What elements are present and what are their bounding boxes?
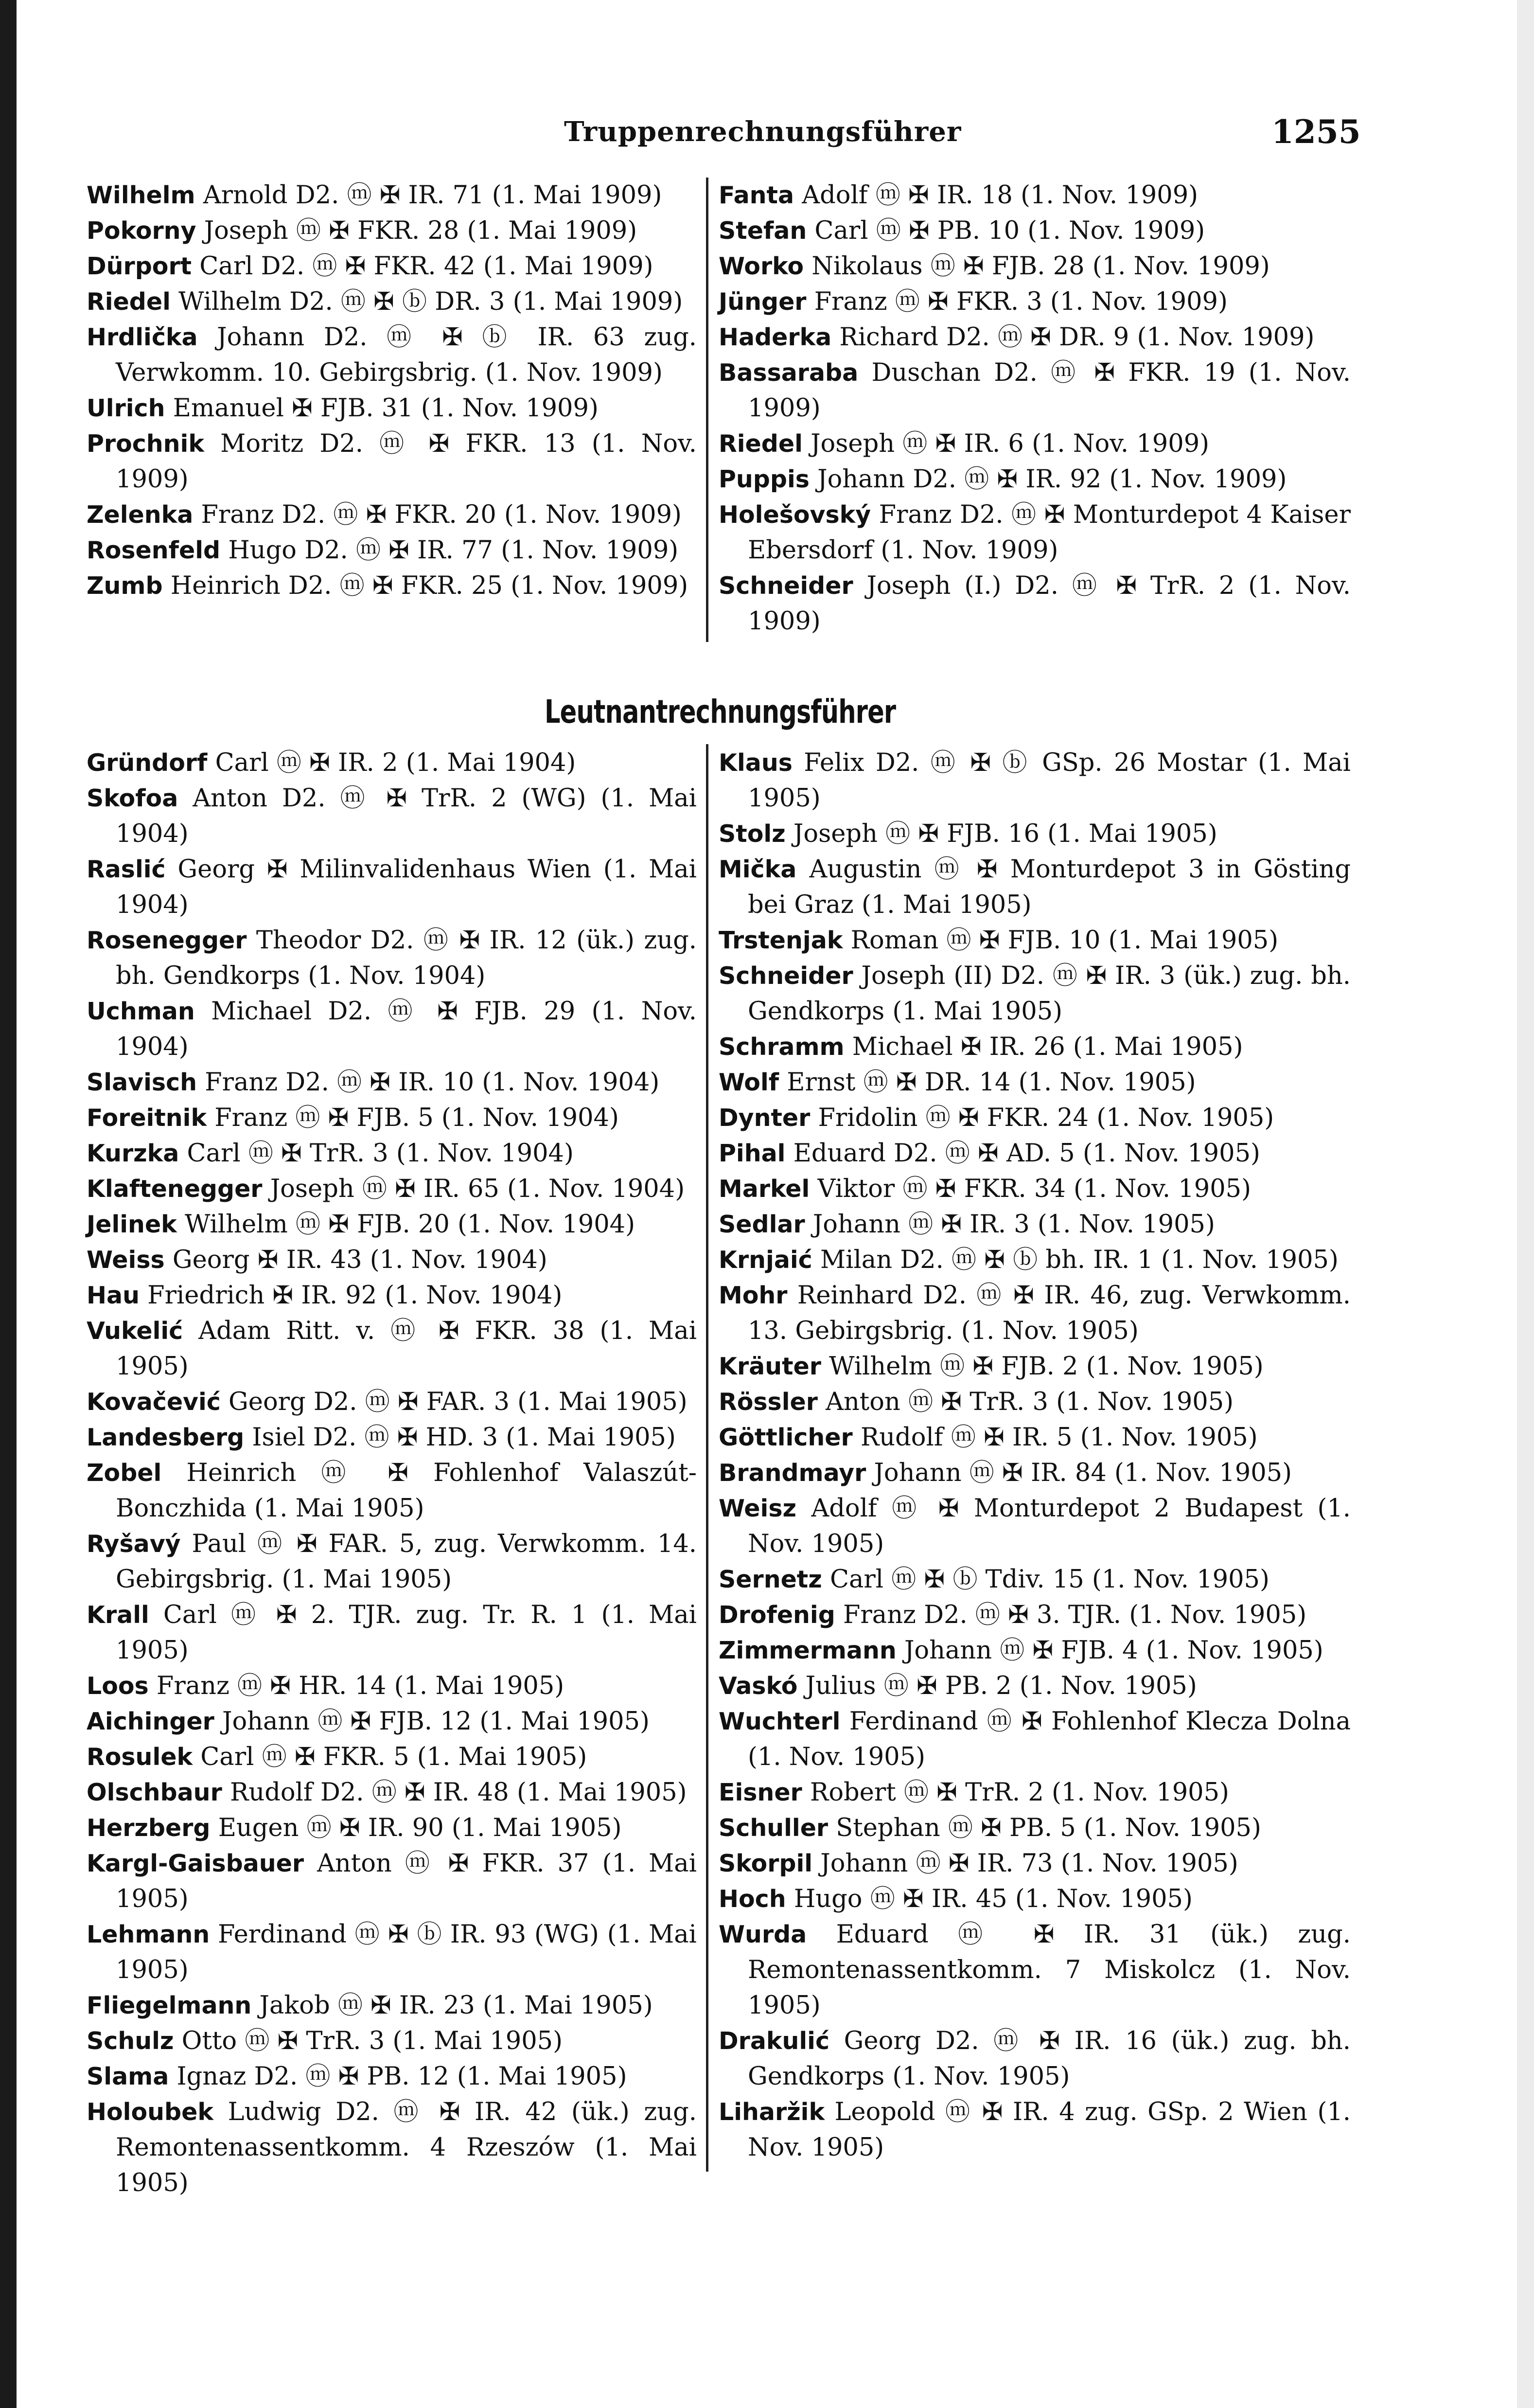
entry-details: Carl ⓜ ✠ FKR. 5 (1. Mai 1905) xyxy=(193,1743,587,1771)
entry-details: Joseph ⓜ ✠ FKR. 28 (1. Mai 1909) xyxy=(196,216,637,245)
entry-details: Hugo D2. ⓜ ✠ IR. 77 (1. Nov. 1909) xyxy=(220,536,679,565)
entry-details: Georg D2. ⓜ ✠ FAR. 3 (1. Mai 1905) xyxy=(220,1388,688,1416)
entry-details: Carl ⓜ ✠ 2. TJR. zug. Tr. R. 1 (1. Mai 1905) xyxy=(116,1601,697,1665)
entry-details: Carl ⓜ ✠ PB. 10 (1. Nov. 1909) xyxy=(807,216,1205,245)
entry-surname: Rosenfeld xyxy=(87,536,221,564)
entry-surname: Kurzka xyxy=(87,1140,179,1167)
entry-surname: Eisner xyxy=(719,1779,802,1806)
entry-details: Friedrich ✠ IR. 92 (1. Nov. 1904) xyxy=(139,1281,563,1310)
roster-entry xyxy=(719,426,1351,462)
entry-details: Wilhelm ⓜ ✠ FJB. 20 (1. Nov. 1904) xyxy=(176,1210,635,1239)
entry-details: Franz ⓜ ✠ FJB. 5 (1. Nov. 1904) xyxy=(207,1104,619,1132)
entry-surname: Kargl-Gaisbauer xyxy=(87,1850,304,1877)
roster-entry xyxy=(87,923,697,994)
entry-details: Johann ⓜ ✠ FJB. 12 (1. Mai 1905) xyxy=(214,1707,650,1736)
roster-entry xyxy=(87,1775,697,1810)
entry-details: Ernst ⓜ ✠ DR. 14 (1. Nov. 1905) xyxy=(779,1068,1196,1097)
roster-entry xyxy=(87,2059,697,2094)
entry-details: Wilhelm ⓜ ✠ FJB. 2 (1. Nov. 1905) xyxy=(821,1352,1264,1381)
entry-details: Emanuel ✠ FJB. 31 (1. Nov. 1909) xyxy=(165,394,599,423)
entry-surname: Holešovský xyxy=(719,501,871,529)
entry-details: Joseph ⓜ ✠ FJB. 16 (1. Mai 1905) xyxy=(785,820,1217,848)
entry-details: Johann ⓜ ✠ IR. 3 (1. Nov. 1905) xyxy=(805,1210,1215,1239)
entry-details: Richard D2. ⓜ ✠ DR. 9 (1. Nov. 1909) xyxy=(831,323,1315,352)
entry-details: Rudolf ⓜ ✠ IR. 5 (1. Nov. 1905) xyxy=(852,1423,1258,1452)
roster-entry xyxy=(719,1810,1351,1846)
entry-surname: Krnjaić xyxy=(719,1246,812,1274)
entry-surname: Trstenjak xyxy=(719,927,843,954)
roster-entry xyxy=(87,1100,697,1136)
running-header: Truppenrechnungsführer xyxy=(564,116,962,148)
entry-surname: Göttlicher xyxy=(719,1424,853,1451)
roster-entry xyxy=(719,852,1351,923)
entry-details: Eduard D2. ⓜ ✠ AD. 5 (1. Nov. 1905) xyxy=(785,1139,1260,1168)
roster-entry xyxy=(87,426,697,497)
roster-entry xyxy=(87,1420,697,1455)
roster-entry xyxy=(87,178,697,213)
entry-details: Joseph (I.) D2. ⓜ ✠ TrR. 2 (1. Nov. 1909) xyxy=(748,571,1351,636)
entry-surname: Drofenig xyxy=(719,1601,835,1629)
entry-details: Carl ⓜ ✠ TrR. 3 (1. Nov. 1904) xyxy=(179,1139,574,1168)
column-divider xyxy=(706,744,708,2172)
entry-details: Michael D2. ⓜ ✠ FJB. 29 (1. Nov. 1904) xyxy=(116,997,697,1061)
entry-details: Otto ⓜ ✠ TrR. 3 (1. Mai 1905) xyxy=(174,2027,563,2055)
entry-surname: Hau xyxy=(87,1282,140,1309)
roster-entry xyxy=(719,958,1351,1029)
roster-entry xyxy=(719,1491,1351,1562)
entry-surname: Herzberg xyxy=(87,1814,211,1842)
roster-entry xyxy=(87,391,697,426)
roster-entry xyxy=(719,1704,1351,1775)
entry-details: Milan D2. ⓜ ✠ ⓑ bh. IR. 1 (1. Nov. 1905) xyxy=(812,1246,1339,1274)
entry-surname: Aichinger xyxy=(87,1708,214,1735)
entry-surname: Brandmayr xyxy=(719,1459,866,1487)
entry-surname: Kräuter xyxy=(719,1353,821,1380)
entry-details: Georg ✠ IR. 43 (1. Nov. 1904) xyxy=(164,1246,547,1274)
roster-entry xyxy=(719,1349,1351,1384)
entry-surname: Ryšavý xyxy=(87,1530,181,1558)
entry-details: Leopold ⓜ ✠ IR. 4 zug. GSp. 2 Wien (1. Nov. 1905) xyxy=(748,2098,1351,2162)
entry-surname: Riedel xyxy=(719,430,803,458)
section1-right-column xyxy=(719,178,1351,639)
roster-entry xyxy=(87,1207,697,1242)
scan-edge-left xyxy=(0,0,17,2408)
entry-surname: Krall xyxy=(87,1601,149,1629)
entry-surname: Olschbaur xyxy=(87,1779,222,1806)
entry-surname: Worko xyxy=(719,252,804,280)
entry-details: Paul ⓜ ✠ FAR. 5, zug. Verwkomm. 14. Gebirgsbrig. (1. Mai 1905) xyxy=(116,1530,697,1594)
entry-details: Reinhard D2. ⓜ ✠ IR. 46, zug. Verwkomm. 13. Gebirgsbrig. (1. Nov. 1905) xyxy=(748,1281,1351,1345)
entry-surname: Wuchterl xyxy=(719,1708,841,1735)
entry-details: Hugo ⓜ ✠ IR. 45 (1. Nov. 1905) xyxy=(786,1885,1193,1913)
entry-details: Franz ⓜ ✠ HR. 14 (1. Mai 1905) xyxy=(148,1672,564,1700)
entry-details: Adolf ⓜ ✠ IR. 18 (1. Nov. 1909) xyxy=(794,181,1199,210)
entry-surname: Zumb xyxy=(87,572,163,600)
roster-entry xyxy=(719,816,1351,852)
entry-details: Eugen ⓜ ✠ IR. 90 (1. Mai 1905) xyxy=(210,1814,622,1842)
entry-details: Augustin ⓜ ✠ Monturdepot 3 in Gösting bei Graz (1. Mai 1905) xyxy=(748,855,1351,919)
roster-entry xyxy=(87,1739,697,1775)
entry-surname: Hoch xyxy=(719,1885,786,1913)
roster-entry xyxy=(719,1775,1351,1810)
roster-entry xyxy=(87,1384,697,1420)
entry-details: Stephan ⓜ ✠ PB. 5 (1. Nov. 1905) xyxy=(828,1814,1261,1842)
entry-surname: Bassaraba xyxy=(719,359,859,387)
entry-details: Rudolf D2. ⓜ ✠ IR. 48 (1. Mai 1905) xyxy=(222,1778,687,1807)
entry-surname: Slavisch xyxy=(87,1069,197,1096)
roster-entry xyxy=(719,320,1351,355)
entry-details: Joseph (II) D2. ⓜ ✠ IR. 3 (ük.) zug. bh. Gendkorps (1. Mai 1905) xyxy=(748,962,1351,1026)
entry-details: Michael ✠ IR. 26 (1. Mai 1905) xyxy=(844,1033,1243,1061)
entry-surname: Zelenka xyxy=(87,501,194,529)
roster-entry xyxy=(719,2094,1351,2165)
entry-surname: Holoubek xyxy=(87,2098,213,2126)
entry-surname: Weisz xyxy=(719,1495,797,1522)
entry-surname: Wilhelm xyxy=(87,181,195,209)
roster-entry xyxy=(87,249,697,284)
entry-details: Franz D2. ⓜ ✠ 3. TJR. (1. Nov. 1905) xyxy=(835,1601,1307,1629)
roster-entry xyxy=(87,1136,697,1171)
entry-surname: Slama xyxy=(87,2063,169,2090)
roster-entry xyxy=(719,355,1351,426)
entry-surname: Loos xyxy=(87,1672,149,1700)
entry-details: Johann ⓜ ✠ IR. 73 (1. Nov. 1905) xyxy=(812,1849,1238,1878)
roster-entry xyxy=(719,2023,1351,2094)
entry-details: Theodor D2. ⓜ ✠ IR. 12 (ük.) zug. bh. Gendkorps (1. Nov. 1904) xyxy=(116,926,697,990)
roster-entry xyxy=(87,1278,697,1313)
entry-details: Arnold D2. ⓜ ✠ IR. 71 (1. Mai 1909) xyxy=(195,181,662,210)
roster-entry xyxy=(719,1100,1351,1136)
entry-details: Joseph ⓜ ✠ IR. 6 (1. Nov. 1909) xyxy=(802,429,1210,458)
entry-surname: Skofoa xyxy=(87,785,178,812)
roster-entry xyxy=(87,1704,697,1739)
entry-details: Julius ⓜ ✠ PB. 2 (1. Nov. 1905) xyxy=(797,1672,1197,1700)
roster-entry xyxy=(87,1846,697,1917)
entry-surname: Rosulek xyxy=(87,1743,193,1771)
roster-entry xyxy=(87,1526,697,1597)
section-title: Leutnantrechnungsführer xyxy=(545,693,896,731)
entry-surname: Dynter xyxy=(719,1104,811,1132)
roster-entry xyxy=(719,249,1351,284)
entry-details: Franz D2. ⓜ ✠ FKR. 20 (1. Nov. 1909) xyxy=(193,500,682,529)
entry-surname: Jelinek xyxy=(87,1211,177,1238)
entry-details: Heinrich ⓜ ✠ Fohlenhof Valaszút-Bonczhida (1. Mai 1905) xyxy=(116,1459,697,1523)
roster-entry xyxy=(719,923,1351,958)
roster-entry xyxy=(87,497,697,533)
roster-entry xyxy=(87,1988,697,2023)
roster-entry xyxy=(719,1207,1351,1242)
entry-details: Robert ⓜ ✠ TrR. 2 (1. Nov. 1905) xyxy=(802,1778,1229,1807)
roster-entry xyxy=(87,1597,697,1668)
roster-entry xyxy=(719,497,1351,568)
entry-surname: Rosenegger xyxy=(87,927,247,954)
entry-surname: Haderka xyxy=(719,323,832,351)
entry-details: Ignaz D2. ⓜ ✠ PB. 12 (1. Mai 1905) xyxy=(169,2062,627,2091)
entry-surname: Klaus xyxy=(719,749,793,777)
roster-entry xyxy=(719,1846,1351,1881)
entry-details: Johann D2. ⓜ ✠ ⓑ IR. 63 zug. Verwkomm. 10. Gebirgsbrig. (1. Nov. 1909) xyxy=(116,323,697,387)
roster-entry xyxy=(719,1384,1351,1420)
entry-details: Anton D2. ⓜ ✠ TrR. 2 (WG) (1. Mai 1904) xyxy=(116,784,697,848)
entry-surname: Schneider xyxy=(719,572,853,600)
entry-surname: Jünger xyxy=(719,288,807,316)
entry-details: Franz D2. ⓜ ✠ IR. 10 (1. Nov. 1904) xyxy=(196,1068,660,1097)
roster-entry xyxy=(87,568,697,604)
entry-surname: Sernetz xyxy=(719,1566,822,1593)
entry-details: Viktor ⓜ ✠ FKR. 34 (1. Nov. 1905) xyxy=(810,1175,1251,1203)
roster-entry xyxy=(719,1917,1351,2023)
section1-left-column xyxy=(87,178,697,604)
entry-details: Nikolaus ⓜ ✠ FJB. 28 (1. Nov. 1909) xyxy=(804,252,1270,281)
roster-entry xyxy=(719,1278,1351,1349)
entry-surname: Klaftenegger xyxy=(87,1175,263,1203)
scan-edge-right xyxy=(1517,0,1534,2408)
entry-surname: Schneider xyxy=(719,962,853,990)
entry-surname: Schuller xyxy=(719,1814,829,1842)
entry-surname: Raslić xyxy=(87,856,166,883)
entry-details: Isiel D2. ⓜ ✠ HD. 3 (1. Mai 1905) xyxy=(244,1423,676,1452)
entry-surname: Weiss xyxy=(87,1246,165,1274)
roster-entry xyxy=(87,1917,697,1988)
entry-surname: Schulz xyxy=(87,2027,174,2055)
entry-surname: Schramm xyxy=(719,1033,845,1061)
entry-details: Moritz D2. ⓜ ✠ FKR. 13 (1. Nov. 1909) xyxy=(116,429,697,494)
entry-details: Anton ⓜ ✠ FKR. 37 (1. Mai 1905) xyxy=(116,1849,697,1913)
roster-entry xyxy=(719,462,1351,497)
roster-entry xyxy=(719,1171,1351,1207)
entry-details: Johann ⓜ ✠ FJB. 4 (1. Nov. 1905) xyxy=(896,1636,1323,1665)
roster-entry xyxy=(719,1668,1351,1704)
entry-details: Carl ⓜ ✠ ⓑ Tdiv. 15 (1. Nov. 1905) xyxy=(822,1565,1270,1594)
roster-entry xyxy=(87,213,697,249)
entry-surname: Kovačević xyxy=(87,1388,221,1416)
entry-details: Carl D2. ⓜ ✠ FKR. 42 (1. Mai 1909) xyxy=(192,252,653,281)
roster-entry xyxy=(87,745,697,781)
entry-surname: Liharžik xyxy=(719,2098,825,2126)
entry-surname: Fanta xyxy=(719,181,794,209)
entry-surname: Wurda xyxy=(719,1921,807,1948)
entry-surname: Wolf xyxy=(719,1069,779,1096)
entry-details: Ludwig D2. ⓜ ✠ IR. 42 (ük.) zug. Remontenassentkomm. 4 Rzeszów (1. Mai 1905) xyxy=(116,2098,697,2197)
entry-details: Ferdinand ⓜ ✠ Fohlenhof Klecza Dolna (1. Nov. 1905) xyxy=(748,1707,1351,1771)
entry-details: Georg D2. ⓜ ✠ IR. 16 (ük.) zug. bh. Gendkorps (1. Nov. 1905) xyxy=(748,2027,1351,2091)
entry-surname: Riedel xyxy=(87,288,171,316)
roster-entry xyxy=(719,178,1351,213)
roster-entry xyxy=(87,1065,697,1100)
entry-surname: Prochnik xyxy=(87,430,204,458)
entry-details: Johann D2. ⓜ ✠ IR. 92 (1. Nov. 1909) xyxy=(809,465,1287,494)
roster-entry xyxy=(719,1633,1351,1668)
entry-surname: Vaskó xyxy=(719,1672,798,1700)
column-divider xyxy=(706,178,708,642)
entry-surname: Puppis xyxy=(719,465,810,493)
entry-surname: Lehmann xyxy=(87,1921,210,1948)
entry-surname: Markel xyxy=(719,1175,810,1203)
entry-surname: Ulrich xyxy=(87,394,165,422)
entry-surname: Stolz xyxy=(719,820,786,848)
entry-details: Georg ✠ Milinvalidenhaus Wien (1. Mai 1904) xyxy=(116,855,697,919)
entry-details: Fridolin ⓜ ✠ FKR. 24 (1. Nov. 1905) xyxy=(810,1104,1274,1132)
section2-right-column xyxy=(719,745,1351,2165)
entry-surname: Gründorf xyxy=(87,749,208,777)
roster-entry xyxy=(719,1455,1351,1491)
entry-details: Adam Ritt. v. ⓜ ✠ FKR. 38 (1. Mai 1905) xyxy=(116,1317,697,1381)
entry-surname: Vukelić xyxy=(87,1317,183,1345)
roster-entry xyxy=(719,1597,1351,1633)
section2-left-column xyxy=(87,745,697,2201)
entry-surname: Drakulić xyxy=(719,2027,830,2055)
entry-surname: Pokorny xyxy=(87,217,196,245)
entry-details: Roman ⓜ ✠ FJB. 10 (1. Mai 1905) xyxy=(843,926,1279,955)
entry-surname: Zobel xyxy=(87,1459,162,1487)
roster-entry xyxy=(719,1420,1351,1455)
roster-entry xyxy=(719,1242,1351,1278)
entry-details: Heinrich D2. ⓜ ✠ FKR. 25 (1. Nov. 1909) xyxy=(162,571,688,600)
entry-surname: Uchman xyxy=(87,998,195,1025)
roster-entry xyxy=(87,1810,697,1846)
roster-entry xyxy=(719,1029,1351,1065)
roster-entry xyxy=(719,1881,1351,1917)
entry-surname: Pihal xyxy=(719,1140,786,1167)
roster-entry xyxy=(719,213,1351,249)
entry-surname: Mička xyxy=(719,856,797,883)
entry-details: Franz ⓜ ✠ FKR. 3 (1. Nov. 1909) xyxy=(806,287,1228,316)
roster-entry xyxy=(87,781,697,852)
roster-entry xyxy=(87,2023,697,2059)
roster-entry xyxy=(87,1242,697,1278)
roster-entry xyxy=(87,1455,697,1526)
entry-surname: Sedlar xyxy=(719,1211,805,1238)
entry-details: Wilhelm D2. ⓜ ✠ ⓑ DR. 3 (1. Mai 1909) xyxy=(170,287,683,316)
entry-details: Anton ⓜ ✠ TrR. 3 (1. Nov. 1905) xyxy=(817,1388,1234,1416)
entry-surname: Stefan xyxy=(719,217,807,245)
entry-details: Ferdinand ⓜ ✠ ⓑ IR. 93 (WG) (1. Mai 1905) xyxy=(116,1920,697,1984)
entry-details: Johann ⓜ ✠ IR. 84 (1. Nov. 1905) xyxy=(866,1459,1292,1487)
entry-surname: Foreitnik xyxy=(87,1104,207,1132)
entry-surname: Dürport xyxy=(87,252,192,280)
entry-details: Eduard ⓜ ✠ IR. 31 (ük.) zug. Remontenassentkomm. 7 Miskolcz (1. Nov. 1905) xyxy=(748,1920,1351,2020)
roster-entry xyxy=(87,533,697,568)
page-number: 1255 xyxy=(1271,113,1361,151)
roster-entry xyxy=(87,1313,697,1384)
roster-entry xyxy=(719,1065,1351,1100)
entry-surname: Zimmermann xyxy=(719,1637,897,1664)
entry-surname: Fliegelmann xyxy=(87,1992,252,2019)
roster-entry xyxy=(719,284,1351,320)
entry-surname: Hrdlička xyxy=(87,323,198,351)
entry-surname: Mohr xyxy=(719,1282,788,1309)
entry-details: Duschan D2. ⓜ ✠ FKR. 19 (1. Nov. 1909) xyxy=(748,358,1351,423)
entry-surname: Landesberg xyxy=(87,1424,245,1451)
roster-entry xyxy=(87,1668,697,1704)
entry-surname: Rössler xyxy=(719,1388,818,1416)
roster-entry xyxy=(87,2094,697,2201)
entry-details: Joseph ⓜ ✠ IR. 65 (1. Nov. 1904) xyxy=(262,1175,685,1203)
roster-entry xyxy=(87,994,697,1065)
entry-details: Carl ⓜ ✠ IR. 2 (1. Mai 1904) xyxy=(207,749,576,777)
roster-entry xyxy=(719,1136,1351,1171)
entry-details: Jakob ⓜ ✠ IR. 23 (1. Mai 1905) xyxy=(251,1991,653,2020)
entry-surname: Skorpil xyxy=(719,1850,813,1877)
roster-entry xyxy=(719,745,1351,816)
roster-entry xyxy=(87,1171,697,1207)
roster-entry xyxy=(719,1562,1351,1597)
roster-entry xyxy=(87,852,697,923)
entry-details: Adolf ⓜ ✠ Monturdepot 2 Budapest (1. Nov. 1905) xyxy=(748,1494,1351,1558)
entry-details: Felix D2. ⓜ ✠ ⓑ GSp. 26 Mostar (1. Mai 1905) xyxy=(748,749,1351,813)
roster-entry xyxy=(87,284,697,320)
roster-entry xyxy=(87,320,697,391)
entry-details: Franz D2. ⓜ ✠ Monturdepot 4 Kaiser Ebersdorf (1. Nov. 1909) xyxy=(748,500,1351,565)
roster-entry xyxy=(719,568,1351,639)
